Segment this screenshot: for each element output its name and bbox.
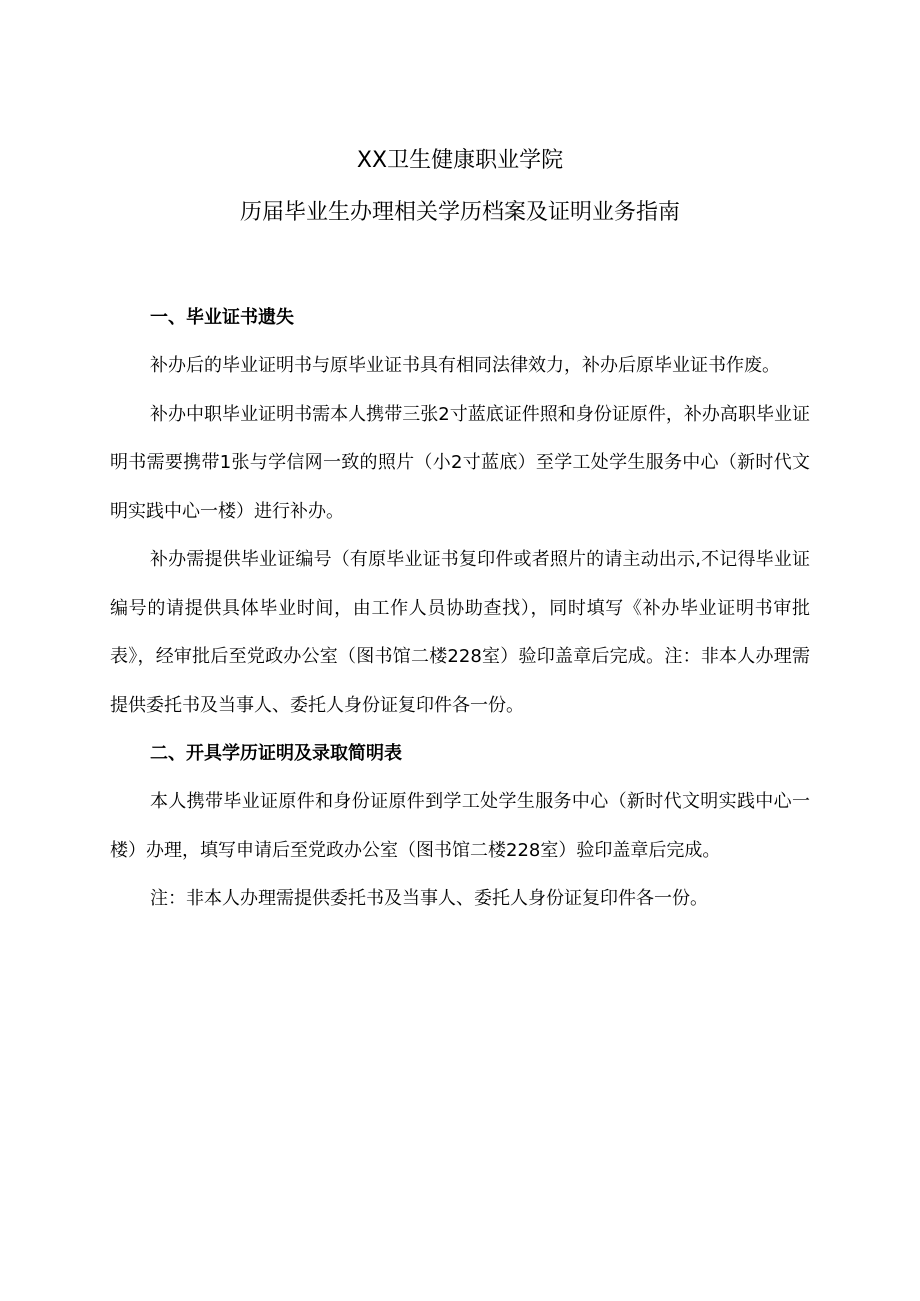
section-heading-education-certificate: 二、开具学历证明及录取简明表 <box>150 743 402 764</box>
paragraph: 补办中职毕业证明书需本人携带三张2寸蓝底证件照和身份证原件，补办高职毕业证明书需要携带1张与学信网一致的照片（小2寸蓝底）至学工处学生服务中心（新时代文明实践中心一楼）进行补办。 <box>110 403 810 522</box>
paragraph: 补办后的毕业证明书与原毕业证书具有相同法律效力，补办后原毕业证书作废。 <box>150 355 780 376</box>
paragraph: 注：非本人办理需提供委托书及当事人、委托人身份证复印件各一份。 <box>150 888 708 909</box>
section-heading-lost-certificate: 一、毕业证书遗失 <box>150 307 294 328</box>
document-body <box>110 294 810 924</box>
paragraph: 补办需提供毕业证编号（有原毕业证书复印件或者照片的请主动出示,不记得毕业证编号的请提供具体毕业时间，由工作人员协助查找），同时填写《补办毕业证明书审批表》，经审批后至党政办公室（图书馆二楼228室）验印盖章后完成。注：非本人办理需提供委托书及当事人、委托人身份证复印件各一份。 <box>110 549 810 716</box>
paragraph: 本人携带毕业证原件和身份证原件到学工处学生服务中心（新时代文明实践中心一楼）办理，填写申请后至党政办公室（图书馆二楼228室）验印盖章后完成。 <box>110 791 810 861</box>
document-subtitle: 历届毕业生办理相关学历档案及证明业务指南 <box>239 200 680 225</box>
document-title: XX卫生健康职业学院 <box>356 148 564 173</box>
